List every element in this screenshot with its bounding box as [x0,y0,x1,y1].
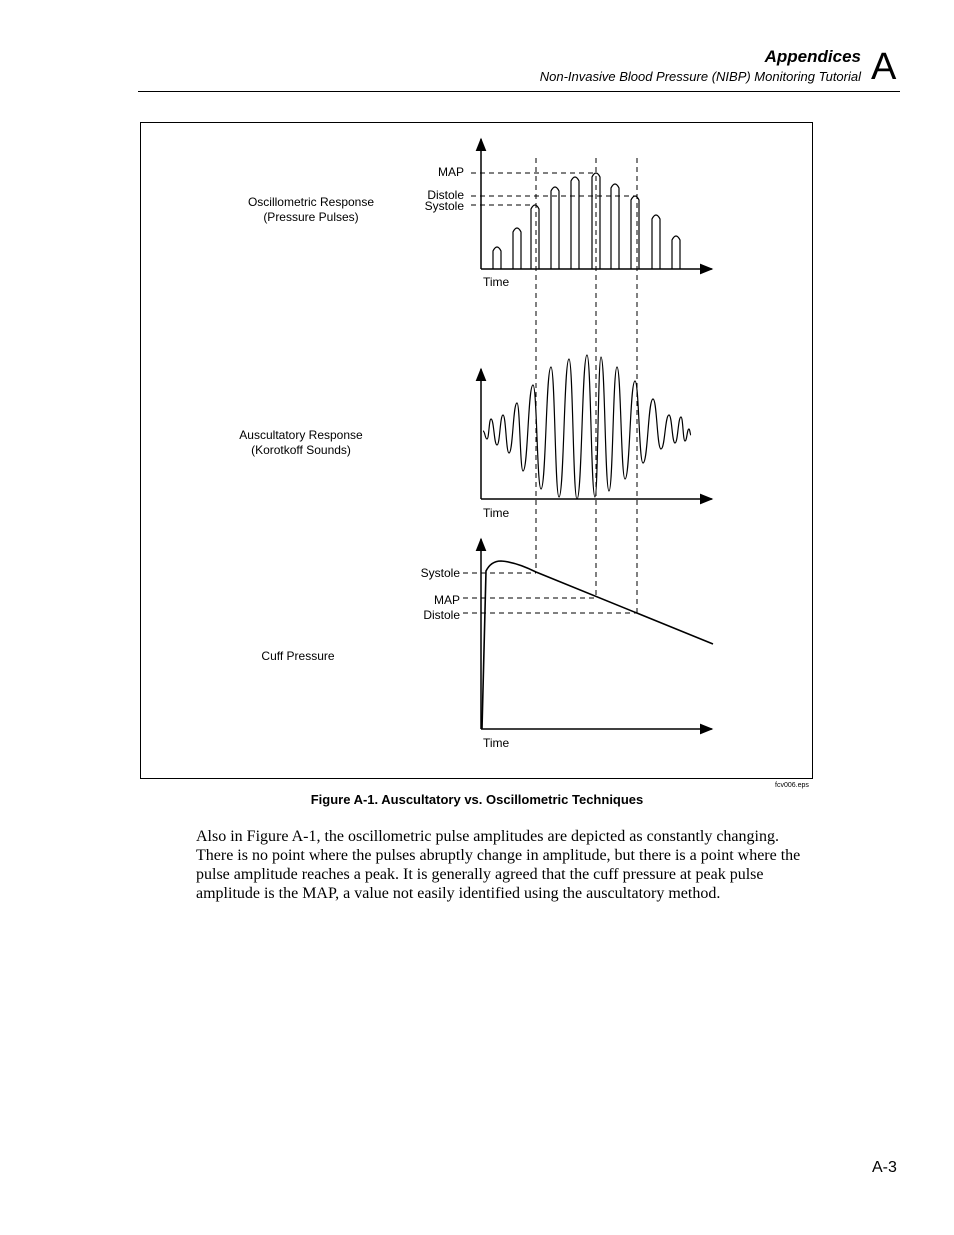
osc-map-label: MAP [437,165,464,179]
osc-time-label: Time [483,275,510,289]
ausc-time-label: Time [483,506,510,520]
osc-distole-label: Distole [427,188,464,202]
cuff-map-label: MAP [433,593,460,607]
oscillometric-panel [425,139,712,289]
osc-systole-label: Systole [424,199,464,213]
figure-caption: Figure A-1. Auscultatory vs. Oscillometric Techniques [310,792,644,807]
cuff-time-label: Time [483,736,510,750]
body-paragraph: Also in Figure A-1, the oscillometric pulse amplitudes are depicted as constantly changing. There is no point where the pulses abruptly change in amplitude, but there is a point where the pulse amplitude reaches a peak. It is generally agreed that the cuff pressure at peak pulse amplitude is the MAP, a value not easily identified using the auscultatory method. [196,828,801,902]
oscillometric-label-line2: (Pressure Pulses) [263,210,359,224]
figure-file-label: fcv006.eps [775,782,809,789]
oscillometric-label [231,195,391,225]
auscultatory-label [221,428,381,458]
section-title: Appendices [764,47,861,66]
appendix-letter: A [871,46,897,88]
header-rule [138,91,900,92]
auscultatory-label-line1: Auscultatory Response [239,428,363,442]
section-subtitle: Non-Invasive Blood Pressure (NIBP) Monitoring Tutorial [539,69,861,84]
page-number: A-3 [872,1159,897,1176]
auscultatory-label-line2: (Korotkoff Sounds) [251,443,351,457]
cuff-distole-label: Distole [423,608,460,622]
oscillometric-label-line1: Oscillometric Response [247,195,375,209]
cuff-panel [421,539,713,750]
figure-frame [140,122,813,779]
korotkoff-waveform [483,355,691,499]
cuff-pressure-label: Cuff Pressure [261,649,335,663]
pressure-pulses [493,173,680,269]
cuff-pressure-curve [482,561,713,729]
cuff-systole-label: Systole [420,566,460,580]
